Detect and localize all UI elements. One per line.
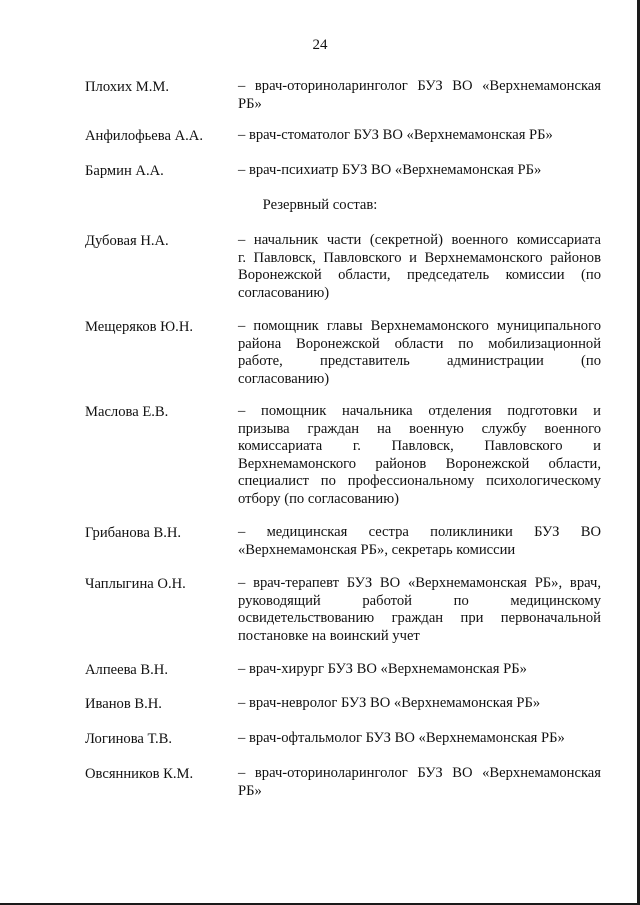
member-role	[238, 162, 601, 180]
role-line: – медицинская сестра поликлиники БУЗ ВО	[238, 524, 601, 540]
role-line: г. Павловск, Павловского и Верхнемамонского районов	[238, 249, 601, 266]
member-name: Дубовая Н.А.	[85, 233, 169, 249]
member-role	[238, 403, 601, 508]
role-line: Воронежской области, председатель комиссии (по	[238, 267, 601, 283]
role-line: руководящий работой по медицинскому	[238, 592, 601, 609]
member-name: Грибанова В.Н.	[85, 525, 182, 541]
reserve-section-heading: Резервный состав:	[262, 197, 378, 213]
member-name: Плохих М.М.	[85, 79, 170, 95]
member-role	[238, 695, 601, 713]
role-line: – врач-оториноларинголог БУЗ ВО «Верхнемамонская	[238, 78, 601, 94]
member-name: Чаплыгина О.Н.	[85, 576, 186, 592]
role-line: «Верхнемамонская РБ», секретарь комиссии	[238, 541, 516, 558]
member-name: Бармин А.А.	[85, 163, 164, 179]
member-role	[238, 730, 601, 748]
role-line: РБ»	[238, 782, 262, 799]
role-line: согласованию)	[238, 370, 330, 387]
member-role	[238, 78, 601, 113]
role-line: – врач-невролог БУЗ ВО «Верхнемамонская РБ»	[238, 695, 541, 711]
member-role	[238, 575, 601, 645]
role-line: – врач-офтальмолог БУЗ ВО «Верхнемамонская РБ»	[238, 730, 565, 746]
member-role	[238, 765, 601, 800]
role-line: – врач-оториноларинголог БУЗ ВО «Верхнемамонская	[238, 765, 601, 781]
page-number: 24	[312, 37, 328, 53]
role-line: – врач-стоматолог БУЗ ВО «Верхнемамонская РБ»	[238, 127, 553, 143]
role-line: – врач-хирург БУЗ ВО «Верхнемамонская РБ»	[238, 661, 527, 677]
role-line: – помощник начальника отделения подготовки и	[238, 403, 601, 419]
member-name: Иванов В.Н.	[85, 696, 162, 712]
role-line: Верхнемамонского районов Воронежской области,	[238, 455, 601, 472]
member-name: Маслова Е.В.	[85, 404, 169, 420]
member-role	[238, 127, 601, 145]
role-line: – врач-терапевт БУЗ ВО «Верхнемамонская РБ», врач,	[238, 575, 601, 591]
role-line: – помощник главы Верхнемамонского муниципального	[238, 318, 601, 334]
role-line: – начальник части (секретной) военного комиссариата	[238, 232, 601, 248]
role-line: отбору (по согласованию)	[238, 490, 399, 507]
role-line: РБ»	[238, 95, 262, 112]
member-role	[238, 661, 601, 679]
member-role	[238, 524, 601, 559]
role-line: работе, представитель администрации (по	[238, 353, 601, 369]
role-line: района Воронежской области по мобилизационной	[238, 335, 601, 352]
member-name: Мещеряков Ю.Н.	[85, 319, 194, 335]
member-name: Анфилофьева А.А.	[85, 128, 203, 144]
role-line: освидетельствованию граждан при первоначальной	[238, 610, 601, 626]
member-name: Алпеева В.Н.	[85, 662, 168, 678]
role-line: согласованию)	[238, 284, 330, 301]
role-line: призыва граждан на военную службу военного	[238, 420, 601, 437]
member-name: Овсянников К.М.	[85, 766, 194, 782]
member-role	[238, 318, 601, 388]
role-line: специалист по профессиональному психологическому	[238, 473, 601, 489]
role-line: комиссариата г. Павловск, Павловского и	[238, 438, 601, 454]
role-line: постановке на воинский учет	[238, 627, 420, 644]
member-role	[238, 232, 601, 302]
member-name: Логинова Т.В.	[85, 731, 173, 747]
role-line: – врач-психиатр БУЗ ВО «Верхнемамонская РБ»	[238, 162, 542, 178]
